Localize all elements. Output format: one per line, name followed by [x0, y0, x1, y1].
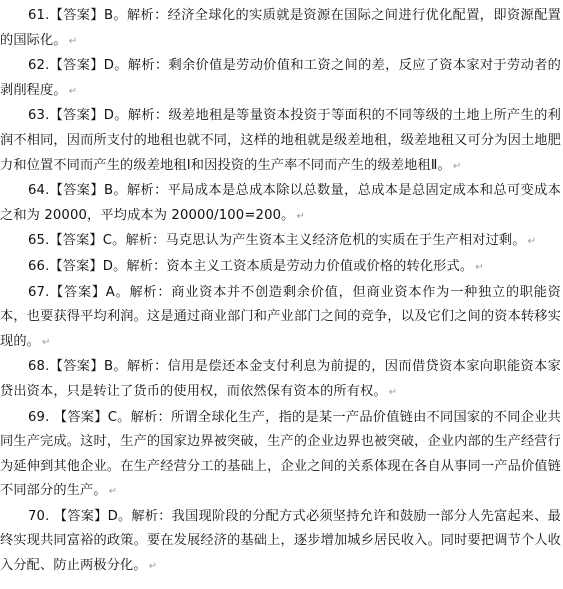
- answer-68-text: 68.【答案】B。解析：信用是偿还本金支付利息为前提的，因而借贷资本家向职能资本家贷出资本，只是转让了货币的使用权，而依然保有资本的所有权。: [0, 359, 561, 399]
- answer-65: [0, 229, 563, 255]
- paragraph-mark-icon: ↵: [148, 561, 158, 573]
- answer-67-text: 67.【答案】A。解析：商业资本并不创造剩余价值，但商业资本作为一种独立的职能资本，也要获得平均利润。这是通过商业部门和产业部门之间的竞争，以及它们之间的资本转移实现的。: [0, 284, 561, 349]
- answer-66: [0, 255, 563, 281]
- answer-70-text: 70. 【答案】D。解析：我国现阶段的分配方式必须坚持允许和鼓励一部分人先富起来、最终实现共同富裕的政策。要在发展经济的基础上，逐步增加城乡居民收入。同时要把调节个人收入分配、防止两极分化。: [0, 508, 561, 574]
- paragraph-mark-icon: ↵: [475, 261, 484, 273]
- paragraph-mark-icon: ↵: [68, 85, 78, 97]
- answer-63: [0, 104, 563, 179]
- paragraph-mark-icon: ↵: [388, 386, 398, 398]
- answer-69: [0, 406, 563, 505]
- answer-67: [0, 281, 563, 356]
- answer-64-text: 64.【答案】B。解析：平局成本是总成本除以总数量，总成本是总固定成本和总可变成本之和为 20000，平均成本为 20000/100=200。: [0, 183, 561, 223]
- answer-68: [0, 355, 563, 405]
- answer-69-text: 69. 【答案】C。解析：所谓全球化生产，指的是某一产品价值链由不同国家的不同企业共同生产完成。这时，生产的国家边界被突破，生产的企业边界也被突破，企业内部的生产经营行为延伸到其他企业。在生产经营分工的基础上，企业之间的关系体现在各自从事同一产品价值链不同部分的生产。: [0, 409, 561, 499]
- answer-61: [0, 4, 563, 54]
- answer-65-text: 65.【答案】C。解析：马克思认为产生资本主义经济危机的实质在于生产相对过剩。: [28, 233, 526, 249]
- answer-61-text: 61.【答案】B。解析：经济全球化的实质就是资源在国际之间进行优化配置，即资源配置的国际化。: [0, 8, 561, 48]
- answer-62: [0, 54, 563, 104]
- answer-66-text: 66.【答案】D。解析：资本主义工资本质是劳动力价值或价格的转化形式。: [28, 258, 474, 274]
- answer-63-text: 63.【答案】D。解析：级差地租是等量资本投资于等面积的不同等级的土地上所产生的利润不相同，因而所支付的地租也就不同，这样的地租就是级差地租，级差地租又可分为因土地肥力和位置不同而产生的级差地租Ⅰ和因投资的生产率不同而产生的级差地租Ⅱ。: [0, 108, 561, 173]
- answer-document: [0, 4, 563, 580]
- answer-62-text: 62.【答案】D。解析：剩余价值是劳动价值和工资之间的差，反应了资本家对于劳动者的剥削程度。: [0, 58, 561, 98]
- paragraph-mark-icon: ↵: [527, 236, 537, 248]
- answer-64: [0, 179, 563, 229]
- paragraph-mark-icon: ↵: [296, 210, 306, 222]
- paragraph-mark-icon: ↵: [452, 160, 462, 172]
- paragraph-mark-icon: ↵: [68, 35, 78, 47]
- answer-70: [0, 505, 563, 580]
- paragraph-mark-icon: ↵: [42, 336, 51, 348]
- paragraph-mark-icon: ↵: [108, 486, 118, 498]
